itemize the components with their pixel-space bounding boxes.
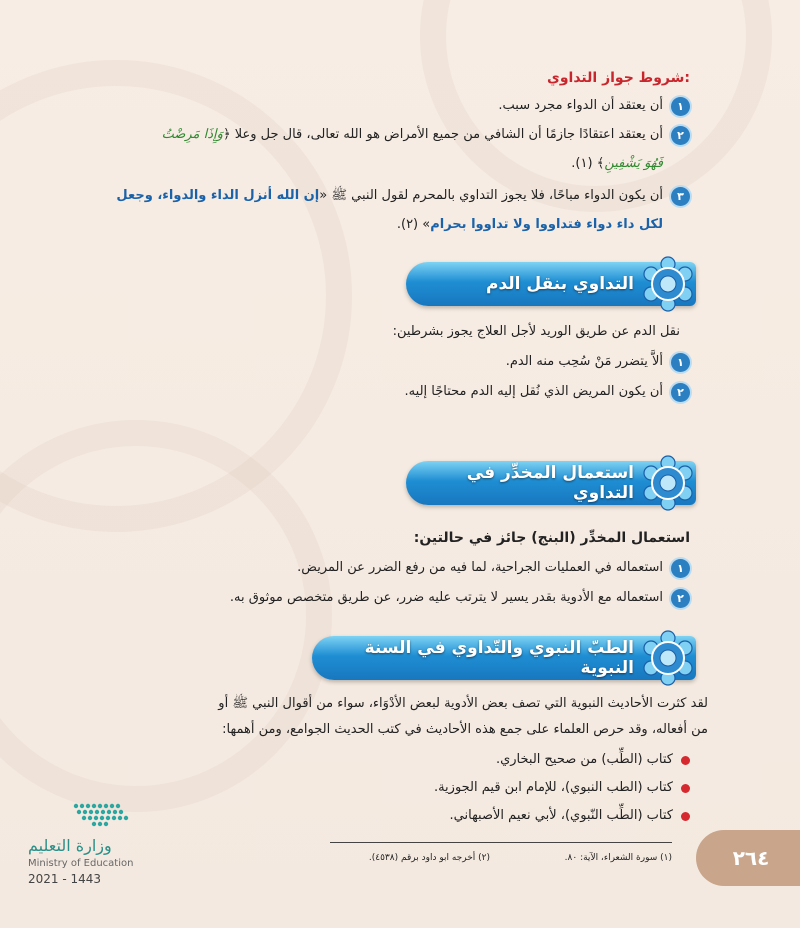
banner-title: استعمال المخدِّر في التداوي	[466, 463, 634, 503]
item-number-badge: ٢	[671, 126, 690, 145]
book-list-item	[450, 804, 690, 828]
prophetic-paragraph-line-1: لقد كثرت الأحاديث النبوية التي تصف بعض الأدوية لبعض الأدْوَاء، سواء من أقوال النبي ﷺ أو	[218, 696, 708, 711]
footnote-2: (٢) أخرجه ابو داود برقم (٤٥٣٨).	[368, 853, 490, 863]
blood-condition-text: أن يكون المريض الذي نُقل إليه الدم محتاجًا إليه.	[404, 384, 663, 399]
condition-item-2-continued: فَهُوَ يَشْفِينِ﴾ (١).	[571, 156, 663, 171]
condition-text: أن يعتقد اعتقادًا جازمًا أن الشافي من جميع الأمراض هو الله تعالى، قال جل وعلا ﴿وَإِذَا مَرِضْتُ	[161, 127, 663, 142]
blood-item-2	[405, 380, 690, 404]
narcotic-case-text: استعماله مع الأدوية بقدر يسير لا يترتب عليه ضرر، عن طريق متخصص موثوق به.	[229, 590, 663, 605]
page-number-tab	[696, 830, 800, 886]
hadith-part-2: لكل داء دواء فتداووا ولا تداووا بحرام	[430, 217, 663, 232]
condition-item-3	[116, 184, 690, 208]
narcotic-item-2	[230, 586, 690, 610]
bullet-icon	[681, 812, 690, 821]
banner-title: الطبّ النبوي والتّداوي في السنة النبوية	[364, 638, 634, 678]
book-title: كتاب (الطب النبوي)، للإمام ابن قيم الجوزية.	[433, 780, 673, 795]
item-number-badge: ٣	[671, 187, 690, 206]
banner-title: التداوي بنقل الدم	[485, 274, 634, 294]
section-banner-prophetic	[312, 636, 696, 680]
ministry-name-english: Ministry of Education	[28, 858, 134, 869]
item-number-badge: ٢	[671, 589, 690, 608]
book-list-item	[496, 748, 690, 772]
blood-intro: نقل الدم عن طريق الوريد لأجل العلاج يجوز بشرطين:	[392, 324, 680, 339]
item-number-badge: ٢	[671, 383, 690, 402]
condition-item-3-continued: لكل داء دواء فتداووا ولا تداووا بحرام» (٢).	[396, 217, 663, 232]
ministry-name-arabic: وزارة التعليم	[28, 836, 112, 855]
bullet-icon	[681, 784, 690, 793]
blood-condition-text: ألاَّ يتضرر مَنْ سُحِب منه الدم.	[505, 354, 663, 369]
item-number-badge: ١	[671, 559, 690, 578]
edition-year: 2021 - 1443	[28, 872, 102, 886]
blood-item-1	[506, 350, 690, 374]
quran-verse-part-2: فَهُوَ يَشْفِينِ	[604, 156, 663, 171]
hadith-part-1: إن الله أنزل الداء والدواء، وجعل	[116, 188, 320, 203]
page-number: ٢٦٤	[732, 846, 770, 870]
prophetic-paragraph-line-2: من أفعاله، وقد حرص العلماء على جمع هذه الأحاديث في كتب الحديث الجوامع، ومن أهمها:	[222, 722, 708, 737]
narcotic-item-1	[297, 556, 690, 580]
quran-verse-part-1: وَإِذَا مَرِضْتُ	[161, 127, 223, 142]
narcotic-intro: استعمال المخدِّر (البنج) جائز في حالتين:	[413, 530, 690, 546]
bullet-icon	[681, 756, 690, 765]
item-number-badge: ١	[671, 97, 690, 116]
book-list-item	[434, 776, 690, 800]
rosette-ornament-icon	[640, 630, 696, 686]
background-ornament	[0, 420, 332, 812]
item-number-badge: ١	[671, 353, 690, 372]
footnote-1: (١) سورة الشعراء، الآية: ٨٠.	[564, 853, 672, 863]
condition-text: أن يكون الدواء مباحًا، فلا يجوز التداوي بالمحرم لقول النبي ﷺ «إن الله أنزل الداء والدواء، وجعل	[116, 188, 663, 203]
rosette-ornament-icon	[640, 455, 696, 511]
ministry-logo-icon	[70, 800, 140, 832]
book-title: كتاب (الطِّب) من صحيح البخاري.	[495, 752, 673, 767]
condition-item-2	[162, 123, 690, 147]
conditions-heading: شروط جواز التداوي:	[547, 70, 690, 86]
condition-text: أن يعتقد أن الدواء مجرد سبب.	[498, 98, 663, 113]
footnote-divider	[330, 842, 672, 843]
rosette-ornament-icon	[640, 256, 696, 312]
book-title: كتاب (الطِّب النّبوي)، لأبي نعيم الأصبهاني.	[449, 808, 673, 823]
narcotic-case-text: استعماله في العمليات الجراحية، لما فيه من رفع الضرر عن المريض.	[297, 560, 663, 575]
condition-item-1	[498, 94, 690, 118]
